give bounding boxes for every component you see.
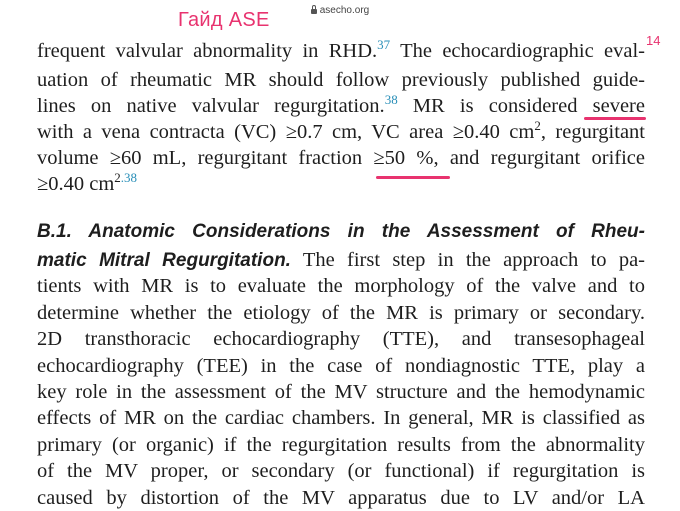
paragraph-line: tients with MR is to evaluate the morphology of the valve and to: [37, 275, 645, 297]
paragraph-line: ≥0.40 cm$^{2.38}$: [37, 170, 138, 195]
reference-link[interactable]: 38: [384, 92, 398, 107]
paragraph-line: effects of MR on the cardiac chambers. In general, MR is classified as: [37, 407, 645, 429]
paragraph-line: lines on native valvular regurgitation.$^{38}$ MR is considered severe: [37, 92, 645, 117]
paragraph-line: with a vena contracta (VC) ≥0.7 cm, VC area ≥0.40 $cm^2$, regurgitant: [37, 118, 645, 143]
paragraph-line: of the MV proper, or secondary (or functional) if regurgitation is: [37, 460, 645, 482]
reference-link[interactable]: .38: [120, 170, 138, 185]
paragraph-line: frequent valvular abnormality in RHD.$^{37}$ The echocardiographic eval-: [37, 37, 646, 62]
paragraph-line: caused by distortion of the MV apparatus due to LV and/or LA: [37, 487, 645, 509]
paragraph-line: 2D transthoracic echocardiography (TTE), and transesophageal: [37, 328, 645, 350]
handwritten-page-number: 14: [646, 33, 661, 48]
paragraph-line: determine whether the etiology of the MR is primary or secondary.: [37, 302, 645, 324]
section-heading: B.1. Anatomic Considerations in the Assessment of Rheu-: [37, 221, 645, 242]
lock-icon: [311, 9, 317, 14]
paragraph-line: key role in the assessment of the MV structure and the hemodynamic: [37, 381, 645, 403]
section-heading-continued: matic Mitral Regurgitation.: [37, 250, 291, 271]
handwritten-annotation-title: Гайд ASE: [178, 9, 270, 31]
browser-address-bar[interactable]: [0, 0, 680, 20]
paragraph-line: volume ≥60 mL, regurgitant fraction ≥50 %, and regurgitant orifice: [37, 147, 645, 169]
url-text: asecho.org: [319, 4, 370, 16]
highlight-underline-50-percent: [376, 176, 450, 179]
paragraph-line: matic Mitral Regurgitation. The first step in the approach to pa-: [37, 249, 645, 271]
paragraph-line: echocardiography (TEE) in the case of nondiagnostic TTE, play a: [37, 355, 645, 377]
reference-link[interactable]: 37: [377, 37, 391, 52]
paragraph-line: primary (or organic) if the regurgitation results from the abnormality: [37, 434, 645, 456]
highlight-underline-severe: [584, 117, 646, 120]
paragraph-line: uation of rheumatic MR should follow previously published guide-: [37, 69, 645, 91]
